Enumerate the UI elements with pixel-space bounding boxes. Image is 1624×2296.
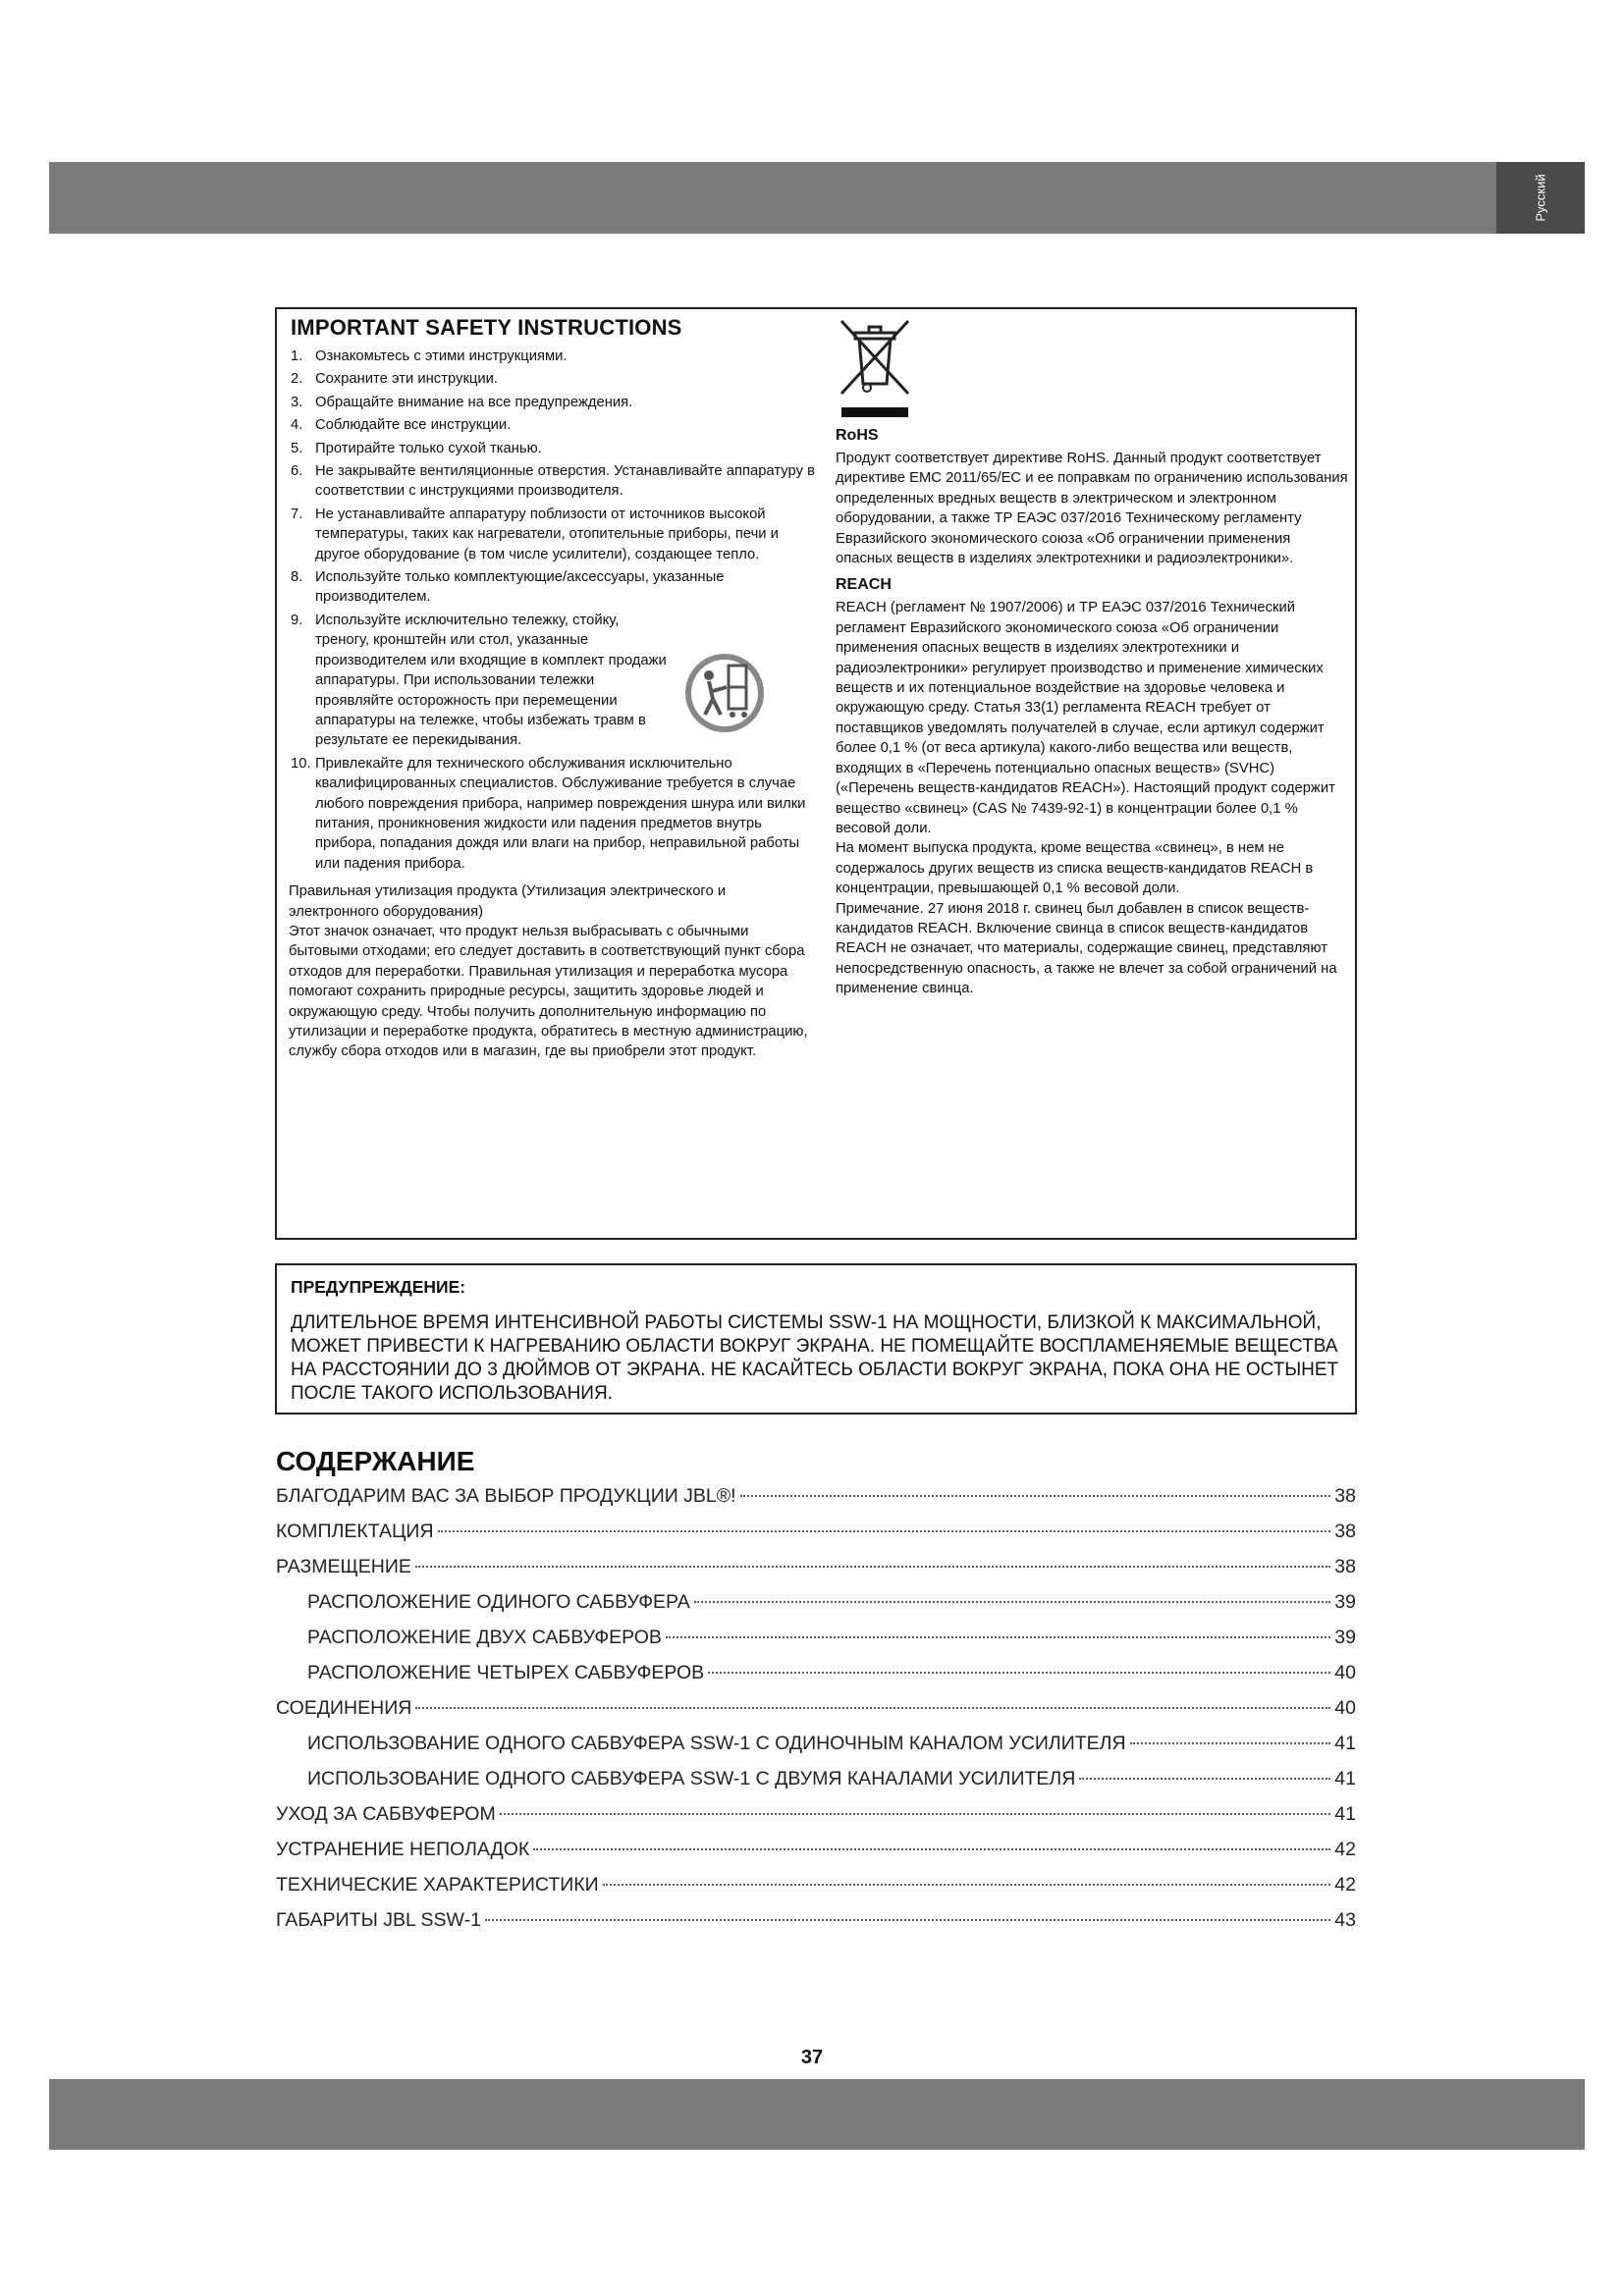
warning-text: ДЛИТЕЛЬНОЕ ВРЕМЯ ИНТЕНСИВНОЙ РАБОТЫ СИСТЕМЫ SSW-1 НА МОЩНОСТИ, БЛИЗКОЙ К МАКСИМАЛЬНОЙ, МОЖЕТ ПРИВЕСТИ К НАГРЕВАНИЮ ОБЛАСТИ ВОКРУГ ЭКРАНА. НЕ ПОМЕЩАЙТЕ ВОСПЛАМЕНЯЕМЫЕ ВЕЩЕСТВА НА РАССТОЯНИИ ДО 3 ДЮЙМОВ ОТ ЭКРАНА. НЕ КАСАЙТЕСЬ ОБЛАСТИ ВОКРУГ ЭКРАНА, ПОКА ОНА НЕ ОСТЫНЕТ ПОСЛЕ ТАКОГО ИСПОЛЬЗОВАНИЯ.	[291, 1312, 1339, 1404]
safety-instructions-box	[275, 307, 1357, 1240]
reach-text-2: На момент выпуска продукта, кроме вещества «свинец», в нем не содержалось других веществ из списка веществ-кандидатов REACH в концентрации, превышающей 0,1 % весовой доли.	[836, 840, 1314, 897]
instruction-item: 1. Ознакомьтесь с этими инструкциями.	[291, 348, 568, 364]
instruction-item: 4. Соблюдайте все инструкции.	[291, 417, 512, 434]
toc-subentry[interactable]: РАСПОЛОЖЕНИЕ ДВУХ САБВУФЕРОВ 39	[307, 1627, 1356, 1648]
toc-entry[interactable]: КОМПЛЕКТАЦИЯ 38	[276, 1521, 1356, 1542]
toc-entry[interactable]: РАЗМЕЩЕНИЕ 38	[276, 1556, 1356, 1577]
page-number: 37	[800, 2047, 824, 2068]
toc-entry[interactable]: ГАБАРИТЫ JBL SSW-1 43	[276, 1909, 1356, 1931]
toc-subentry[interactable]: РАСПОЛОЖЕНИЕ ЧЕТЫРЕХ САБВУФЕРОВ 40	[307, 1662, 1356, 1683]
rohs-text: Продукт соответствует директиве RoHS. Данный продукт соответствует директиве EMC 2011/65/EC и ее поправкам по ограничению использования определенных вредных веществ в электрическом и электронном оборудовании, а также ТР ЕАЭС 037/2016 Техническому регламенту Евразийского экономического союза «Об ограничении применения опасных веществ в изделиях электротехники и радиоэлектроники».	[836, 451, 1348, 567]
crossed-out-bin-icon	[836, 315, 914, 419]
safety-title: IMPORTANT SAFETY INSTRUCTIONS	[291, 315, 682, 340]
toc-title: СОДЕРЖАНИЕ	[276, 1446, 475, 1476]
toc-subentry[interactable]: РАСПОЛОЖЕНИЕ ОДИНОГО САБВУФЕРА 39	[307, 1591, 1356, 1613]
warning-title: ПРЕДУПРЕЖДЕНИЕ:	[291, 1277, 466, 1297]
instruction-item: 9. Используйте исключительно тележку, стойку, треногу, кронштейн или стол, указанные производителем или входящие в комплект продажи аппаратуры. При использовании тележки проявляйте осторожность при перемещении аппаратуры на тележке, чтобы избежать травм в результате ее перекидывания.	[289, 611, 819, 751]
toc-subentry[interactable]: ИСПОЛЬЗОВАНИЕ ОДНОГО САБВУФЕРА SSW-1 С ДВУМЯ КАНАЛАМИ УСИЛИТЕЛЯ 41	[307, 1768, 1356, 1789]
instruction-item: 10. Привлекайте для технического обслуживания исключительно квалифицированных специалистов. Обслуживание требуется в случае любого повреждения прибора, например повреждения шнура или вилки питания, проникновения жидкости или падения предметов внутрь прибора, попадания дождя или влаги на прибор, неправильной работы или падения прибора.	[291, 755, 806, 872]
toc-subentry[interactable]: ИСПОЛЬЗОВАНИЕ ОДНОГО САБВУФЕРА SSW-1 С ОДИНОЧНЫМ КАНАЛОМ УСИЛИТЕЛЯ 41	[307, 1733, 1356, 1754]
safety-right-column	[836, 313, 1351, 999]
warning-box	[275, 1263, 1357, 1415]
language-tab-label: Русский	[1533, 174, 1548, 222]
toc-entry[interactable]: УХОД ЗА САБВУФЕРОМ 41	[276, 1803, 1356, 1825]
footer-band	[49, 2079, 1585, 2150]
safety-left-column	[289, 313, 819, 1062]
reach-title: REACH	[836, 576, 892, 594]
header-band	[49, 162, 1585, 234]
toc-entry[interactable]: СОЕДИНЕНИЯ 40	[276, 1697, 1356, 1719]
language-tab[interactable]	[1496, 162, 1585, 234]
rohs-title: RoHS	[836, 427, 879, 444]
reach-text-3: Примечание. 27 июня 2018 г. свинец был добавлен в список веществ-кандидатов REACH. Включение свинца в список веществ-кандидатов REACH не означает, что материалы, содержащие свинец, представляют непосредственную опасность, а также не влечет за собой ограничений на применение свинца.	[836, 900, 1337, 997]
instruction-item: 7. Не устанавливайте аппаратуру поблизости от источников высокой температуры, таких как нагреватели, отопительные приборы, печи и другое оборудование (в том числе усилители), создающее тепло.	[291, 506, 779, 562]
instruction-item: 3. Обращайте внимание на все предупреждения.	[291, 394, 633, 410]
toc-entry[interactable]: БЛАГОДАРИМ ВАС ЗА ВЫБОР ПРОДУКЦИИ JBL®! 38	[276, 1485, 1356, 1507]
reach-text-1: REACH (регламент № 1907/2006) и ТР ЕАЭС 037/2016 Технический регламент Евразийского экономического союза «Об ограничении применения опасных веществ в изделиях электротехники и радиоэлектроники» регулирует производство и применение химических веществ и их потенциальное воздействие на здоровье человека и окружающую среду. Статья 33(1) регламента REACH требует от поставщиков уведомлять получателей в случае, если артикул содержит более 0,1 % (от веса артикула) какого-либо вещества или веществ, входящих в «Перечень потенциально опасных веществ» (SVHC) («Перечень веществ-кандидатов REACH»). Настоящий продукт содержит вещество «свинец» (CAS № 7439-92-1) в концентрации более 0,1 % весовой доли.	[836, 600, 1335, 836]
cart-tip-over-warning-icon	[683, 644, 766, 742]
disposal-title: Правильная утилизация продукта (Утилизация электрического и электронного оборудования)	[289, 883, 727, 920]
safety-instructions-list	[289, 347, 819, 874]
table-of-contents	[276, 1485, 1356, 1945]
disposal-text: Этот значок означает, что продукт нельзя выбрасывать с обычными бытовыми отходами; его следует доставить в соответствующий пункт сбора отходов для переработки. Правильная утилизация и переработка мусора помогают сохранить природные ресурсы, защитить здоровье людей и окружающую среду. Чтобы получить дополнительную информацию по утилизации и переработке продукта, обратитесь в местную администрацию, службу сбора отходов или в магазин, где вы приобрели этот продукт.	[289, 923, 808, 1060]
toc-entry[interactable]: ТЕХНИЧЕСКИЕ ХАРАКТЕРИСТИКИ 42	[276, 1874, 1356, 1896]
instruction-item: 5. Протирайте только сухой тканью.	[291, 440, 542, 456]
instruction-item: 8. Используйте только комплектующие/аксессуары, указанные производителем.	[291, 569, 725, 606]
instruction-item: 2. Сохраните эти инструкции.	[291, 371, 499, 388]
instruction-item: 6. Не закрывайте вентиляционные отверстия. Устанавливайте аппаратуру в соответствии с инструкциями производителя.	[291, 463, 815, 500]
toc-entry[interactable]: УСТРАНЕНИЕ НЕПОЛАДОК 42	[276, 1839, 1356, 1860]
